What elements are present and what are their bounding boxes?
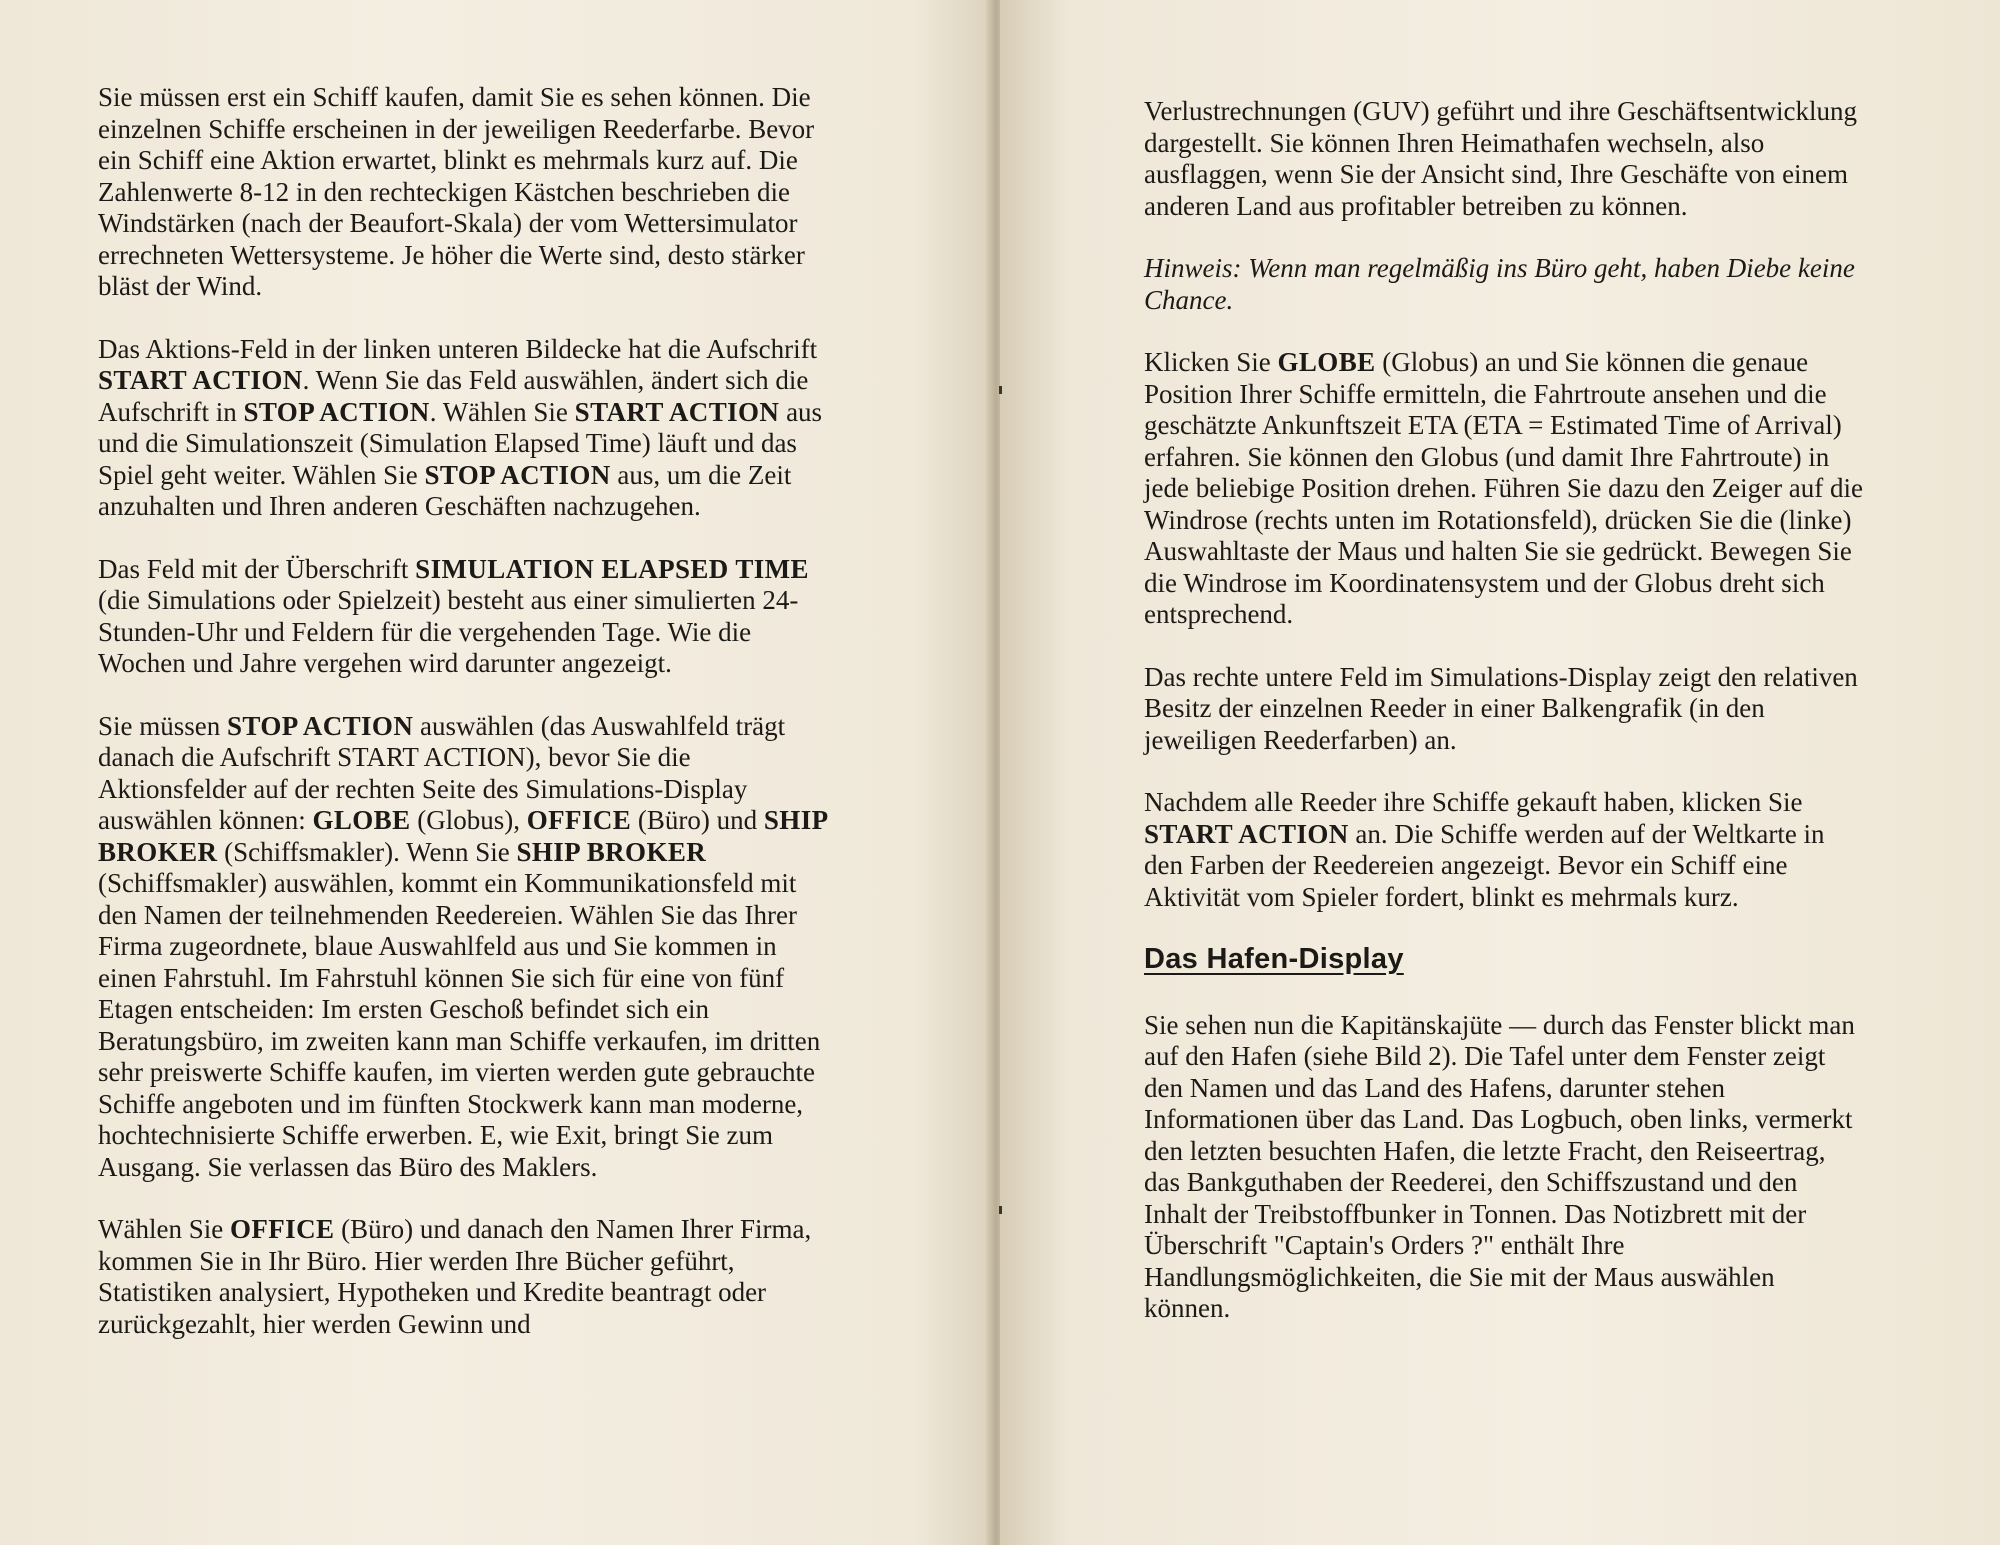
right-text-column	[1144, 96, 1864, 1356]
left-page	[0, 0, 992, 1545]
text: (Globus),	[410, 805, 527, 835]
margin-mark	[999, 1206, 1002, 1214]
keyword: OFFICE	[229, 1214, 335, 1244]
text: an. Die Schiffe werden auf der Weltkarte in den Farben der Reedereien angezeigt. Bevor ein Schiff eine Aktivität vom Spieler fordert, blinkt es mehrmals kurz.	[1144, 818, 1825, 912]
hint-text: Hinweis: Wenn man regelmäßig ins Büro geht, haben Diebe keine Chance.	[1144, 253, 1855, 315]
text: . Wenn Sie das Feld auswählen, ändert sich die Aufschrift in	[98, 365, 809, 427]
text: (die Simulations oder Spielzeit) besteht aus einer simulierten 24-Stunden-Uhr und Feldern für die vergehenden Tage. Wie die Wochen und Jahre vergehen wird darunter angezeigt.	[98, 585, 799, 678]
keyword: STOP ACTION	[227, 710, 414, 741]
section-heading: Das Hafen-Display	[1144, 943, 1404, 975]
left-paragraph-5	[98, 1214, 838, 1340]
right-paragraph-6	[1144, 1010, 1864, 1325]
right-paragraph-1	[1144, 96, 1864, 222]
keyword: GLOBE	[1277, 347, 1376, 377]
right-paragraph-4	[1144, 662, 1864, 757]
text: aus und die Simulationszeit (Simulation Elapsed Time) läuft und das Spiel geht weiter. Wählen Sie	[98, 396, 823, 490]
text: auswählen (das Auswahlfeld trägt danach die Aufschrift START ACTION), bevor Sie die Aktionsfelder auf der rechten Seite des Simulations-Display auswählen können:	[98, 710, 786, 835]
text: Das rechte untere Feld im Simulations-Display zeigt den relativen Besitz der einzelnen Reeder in einer Balkengrafik (in den jeweiligen Reederfarben) an.	[1144, 661, 1858, 755]
keyword: START ACTION	[98, 365, 303, 395]
text: Verlustrechnungen (GUV) geführt und ihre Geschäftsentwicklung dargestellt. Sie können Ihren Heimathafen wechseln, also ausflaggen, wenn Sie der Ansicht sind, Ihre Geschäfte von einem anderen Land aus profitabler betreiben zu können.	[1144, 96, 1858, 221]
right-paragraph-3	[1144, 347, 1864, 631]
text: (Schiffsmakler) auswählen, kommt ein Kommunikationsfeld mit den Namen der teilnehmenden Reedereien. Wählen Sie das Ihrer Firma zugeordnete, blaue Auswahlfeld aus und Sie kommen in einen Fahrstuhl. Im Fahrstuhl können Sie sich für eine von fünf Etagen entscheiden: Im ersten Geschoß befindet sich ein Beratungsbüro, im zweiten kann man Schiffe verkaufen, im dritten sehr preiswerte Schiffe kaufen, im vierten werden gute gebrauchte Schiffe angeboten und im fünften Stockwerk kann man moderne, hochtechnisierte Schiffe erwerben. E, wie Exit, bringt Sie zum Ausgang. Sie verlassen das Büro des Maklers.	[98, 868, 821, 1182]
text: Wählen Sie	[98, 1214, 230, 1244]
text: . Wählen Sie	[429, 396, 575, 427]
keyword: START ACTION	[1144, 818, 1349, 849]
text: (Globus) an und Sie können die genaue Position Ihrer Schiffe ermitteln, die Fahrtroute ansehen und die geschätzte Ankunftszeit ETA (ETA = Estimated Time of Arrival) erfahren. Sie können den Globus (und damit Ihre Fahrtroute) in jede beliebige Position drehen. Führen Sie dazu den Zeiger auf die Windrose (rechts unten im Rotationsfeld), drücken Sie die (linke) Auswahltaste der Maus und halten Sie sie gedrückt. Bewegen Sie die Windrose im Koordinatensystem und der Globus dreht sich entsprechend.	[1144, 347, 1864, 629]
keyword: GLOBE	[312, 805, 411, 835]
keyword: SHIP BROKER	[98, 805, 828, 867]
text: Klicken Sie	[1144, 347, 1278, 377]
left-paragraph-2	[98, 334, 838, 523]
text: Nachdem alle Reeder ihre Schiffe gekauft haben, klicken Sie	[1144, 787, 1803, 817]
text: aus, um die Zeit anzuhalten und Ihren anderen Geschäften nachzugehen.	[98, 459, 792, 521]
text: Das Feld mit der Überschrift	[98, 553, 416, 584]
keyword: START ACTION	[574, 396, 780, 427]
text: (Schiffsmakler). Wenn Sie	[217, 836, 517, 867]
text: Sie müssen	[98, 710, 228, 741]
right-paragraph-5	[1144, 787, 1864, 913]
left-paragraph-4	[98, 711, 838, 1184]
keyword: STOP ACTION	[243, 396, 430, 427]
right-page	[1000, 0, 2000, 1545]
margin-mark	[999, 386, 1002, 394]
left-paragraph-3	[98, 554, 838, 680]
hint-paragraph	[1144, 253, 1864, 316]
keyword: STOP ACTION	[424, 459, 611, 490]
keyword: SHIP BROKER	[516, 836, 707, 867]
left-text-column	[98, 82, 838, 1371]
left-paragraph-1	[98, 82, 838, 303]
text: Sie sehen nun die Kapitänskajüte — durch das Fenster blickt man auf den Hafen (siehe Bild 2). Die Tafel unter dem Fenster zeigt den Namen und das Land des Hafens, darunter stehen Informationen über das Land. Das Logbuch, oben links, vermerkt den letzten besuchten Hafen, die letzte Fracht, den Reiseertrag, das Bankguthaben der Reederei, den Schiffszustand und den Inhalt der Treibstoffbunker in Tonnen. Das Notizbrett mit der Überschrift "Captain's Orders ?" enthält Ihre Handlungsmöglichkeiten, die Sie mit der Maus auswählen können.	[1144, 1009, 1855, 1323]
keyword: OFFICE	[526, 805, 632, 835]
text: Sie müssen erst ein Schiff kaufen, damit Sie es sehen können. Die einzelnen Schiffe erscheinen in der jeweiligen Reederfarbe. Bevor ein Schiff eine Aktion erwartet, blinkt es mehrmals kurz auf. Die Zahlenwerte 8-12 in den rechteckigen Kästchen beschrieben die Windstärken (nach der Beaufort-Skala) der vom Wettersimulator errechneten Wettersysteme. Je höher die Werte sind, desto stärker bläst der Wind.	[98, 82, 815, 301]
text: (Büro) und	[631, 805, 764, 835]
text: (Büro) und danach den Namen Ihrer Firma, kommen Sie in Ihr Büro. Hier werden Ihre Bücher geführt, Statistiken analysiert, Hypotheken und Kredite beantragt oder zurückgezahlt, hier werden Gewinn und	[98, 1214, 812, 1339]
text: Das Aktions-Feld in der linken unteren Bildecke hat die Aufschrift	[98, 333, 818, 364]
keyword: SIMULATION ELAPSED TIME	[415, 553, 809, 584]
